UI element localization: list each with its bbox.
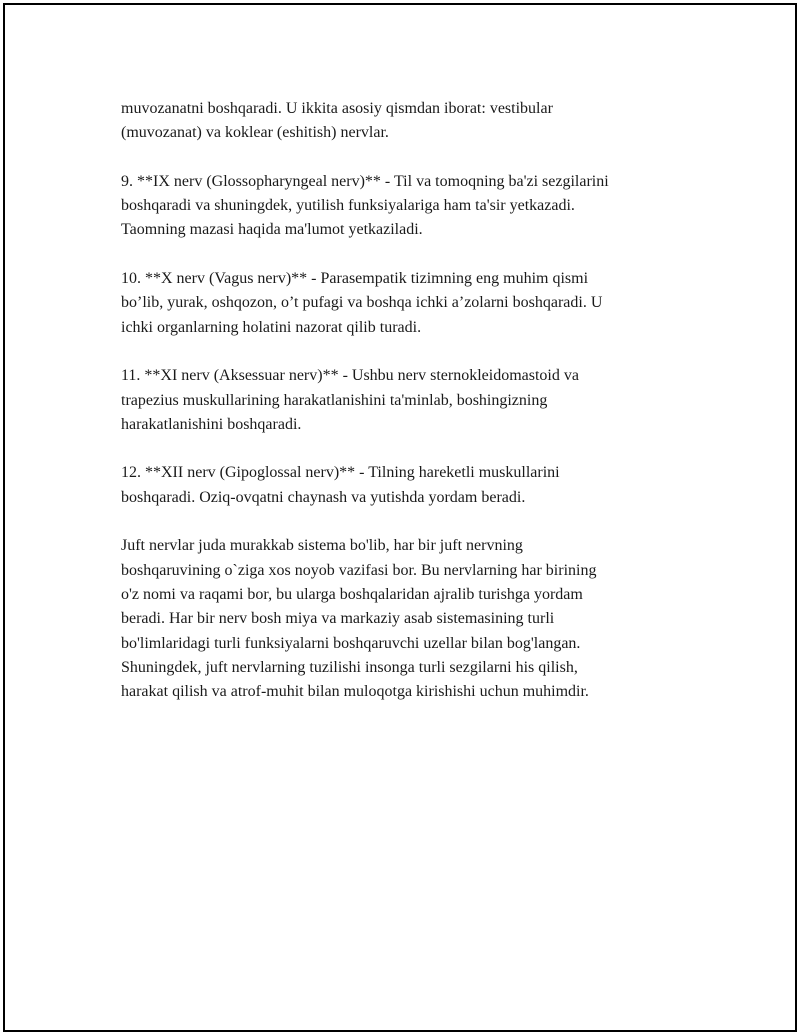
page-frame bbox=[3, 3, 797, 1032]
paragraph-hypoglossal-nerve: 12. **XII nerv (Gipoglossal nerv)** - Tilning hareketli muskullarini boshqaradi. Oziq-ovqatni chaynash va yutishda yordam beradi. bbox=[121, 464, 560, 506]
paragraph-glossopharyngeal-nerve: 9. **IX nerv (Glossopharyngeal nerv)** - Til va tomoqning ba'zi sezgilarini boshqaradi va shuningdek, yutilish funksiyalariga ham ta'sir yetkazadi. Taomning mazasi haqida ma'lumot yetkaziladi. bbox=[121, 172, 609, 239]
document-body bbox=[121, 97, 711, 729]
paragraph-vagus-nerve: 10. **X nerv (Vagus nerv)** - Parasempatik tizimning eng muhim qismi bo’lib, yurak, oshqozon, o’t pufagi va boshqa ichki a’zolarni boshqaradi. U ichki organlarning holatini nazorat qilib turadi. bbox=[121, 270, 603, 336]
paragraph-accessory-nerve: 11. **XI nerv (Aksessuar nerv)** - Ushbu nerv sternokleidomastoid va trapezius muskullarining harakatlanishini ta'minlab, boshingizning harakatlanishini boshqaradi. bbox=[121, 367, 579, 433]
paragraph-summary: Juft nervlar juda murakkab sistema bo'lib, har bir juft nervning boshqaruvining o`ziga xos noyob vazifasi bor. Bu nervlarning har birining o'z nomi va raqami bor, bu ularga boshqalaridan ajralib turishga yordam beradi. Har bir nerv bosh miya va markaziy asab sistemasining turli bo'limlaridagi turli funksiyalarni boshqaruvchi uzellar bilan bog'langan. Shuningdek, juft nervlarning tuzilishi insonga turli sezgilarni his qilish, harakat qilish va atrof-muhit bilan muloqotga kirishishi uchun muhimdir. bbox=[121, 537, 597, 701]
paragraph-vestibulocochlear-continued: muvozanatni boshqaradi. U ikkita asosiy qismdan iborat: vestibular (muvozanat) va koklear (eshitish) nervlar. bbox=[121, 100, 553, 142]
